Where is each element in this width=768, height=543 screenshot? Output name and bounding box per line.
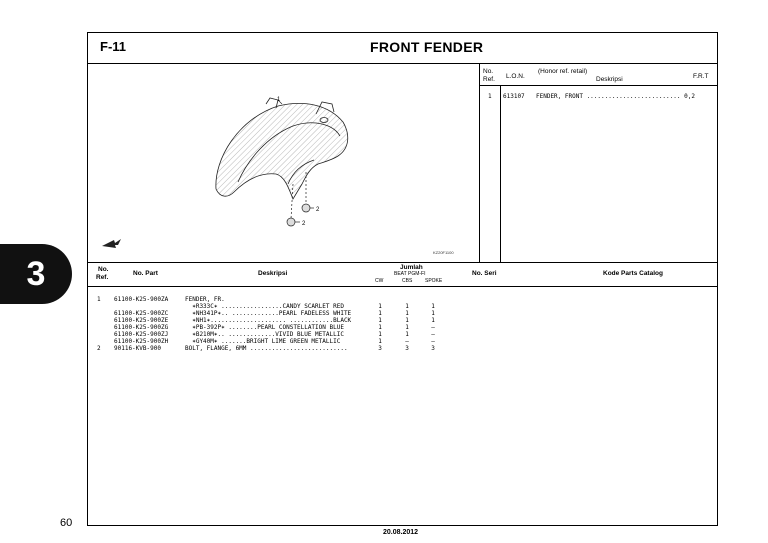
row-desc: ✶NH341P✶.. .............PEARL FADELESS WHITE: [185, 310, 352, 317]
diagram-divider: [479, 63, 480, 262]
row-spoke: 1: [431, 303, 435, 310]
th-desc: Deskripsi: [258, 270, 288, 277]
exploded-parts-diagram: [88, 64, 478, 261]
th-serial: No. Seri: [472, 270, 497, 277]
row-part: 90116-KVB-900: [114, 345, 161, 352]
row-part: 61100-K25-900ZA: [114, 296, 169, 303]
section-code: F-11: [100, 39, 127, 54]
row-desc: ✶NH1✶..................... ............BLACK: [185, 317, 352, 324]
print-date: 20.08.2012: [383, 529, 419, 536]
row-spoke: –: [431, 338, 435, 345]
row-cw: 3: [378, 345, 382, 352]
row-cbs: 1: [405, 303, 409, 310]
row-desc: ✶PB-392P✶ ........PEARL CONSTELLATION BLUE: [185, 324, 344, 331]
table-hdr-divider: [87, 286, 718, 287]
row-cw: 1: [378, 317, 382, 324]
section-tab: [0, 244, 72, 304]
page-title: FRONT FENDER: [370, 39, 484, 55]
th-cbs: CBS: [402, 278, 413, 284]
ref-row-desc: FENDER, FRONT .......................... 0,2: [536, 93, 695, 100]
row-cw: 1: [378, 324, 382, 331]
th-qty-sub: BEAT PGM-FI: [394, 271, 426, 277]
row-cbs: 1: [405, 317, 409, 324]
ref-hdr-desc: Deskripsi: [596, 76, 623, 83]
row-desc: ✶GY40M✶ .......BRIGHT LIME GREEN METALLIC: [185, 338, 341, 345]
th-spoke: SPOKE: [425, 278, 443, 284]
front-arrow-icon: [102, 239, 121, 248]
th-catalog: Kode Parts Catalog: [603, 270, 663, 277]
row-cw: 1: [378, 310, 382, 317]
ref-hdr-frt: F.R.T: [693, 73, 709, 80]
th-qty: Jumlah: [400, 264, 423, 271]
row-part: 61100-K25-900ZJ: [114, 331, 169, 338]
callout-2a: 2: [316, 207, 320, 213]
th-part: No. Part: [133, 270, 158, 277]
ref-hdr-lon: L.O.N.: [506, 73, 525, 80]
row-part: 61100-K25-900ZG: [114, 324, 169, 331]
row-desc: ✶R333C✶ .................CANDY SCARLET RED: [185, 303, 344, 310]
drawing-code: KZ20F1100: [433, 250, 454, 255]
th-ref: Ref.: [96, 274, 109, 281]
row-part: 61100-K25-900ZH: [114, 338, 169, 345]
row-ref: 1: [97, 296, 101, 303]
table-top-divider: [87, 262, 718, 263]
th-no: No.: [98, 266, 109, 273]
row-cbs: 1: [405, 310, 409, 317]
row-desc: BOLT, FLANGE, 6MM ...........................: [185, 345, 348, 352]
row-desc: ✶B210M✶.. .............VIVID BLUE METALLIC: [185, 331, 344, 338]
ref-row-lon: 613107: [503, 93, 525, 100]
ref-hdr-divider: [479, 85, 718, 86]
row-cw: 1: [378, 338, 382, 345]
row-desc: FENDER, FR.: [185, 296, 225, 303]
ref-row-no: 1: [488, 93, 492, 100]
fender-drawing: [216, 98, 348, 199]
row-ref: 2: [97, 345, 101, 352]
ref-hdr-ref: Ref.: [483, 76, 495, 83]
row-spoke: –: [431, 331, 435, 338]
svg-text:1: 1: [277, 97, 281, 103]
ref-hdr-no: No.: [483, 68, 494, 75]
ref-col-divider: [500, 85, 501, 262]
row-spoke: 3: [431, 345, 435, 352]
callout-1: [277, 97, 282, 104]
row-cbs: 1: [405, 324, 409, 331]
row-cbs: 1: [405, 331, 409, 338]
row-spoke: 1: [431, 310, 435, 317]
row-cw: 1: [378, 303, 382, 310]
row-spoke: –: [431, 324, 435, 331]
row-cbs: –: [405, 338, 409, 345]
th-cw: CW: [375, 278, 384, 284]
row-part: 61100-K25-900ZE: [114, 317, 169, 324]
section-number: 3: [26, 254, 46, 293]
callout-2b: 2: [302, 221, 306, 227]
row-cw: 1: [378, 331, 382, 338]
ref-hdr-note: (Honor ref. retail): [538, 68, 588, 75]
row-spoke: 1: [431, 317, 435, 324]
page-number: 60: [60, 517, 73, 529]
row-cbs: 3: [405, 345, 409, 352]
row-part: 61100-K25-900ZC: [114, 310, 169, 317]
